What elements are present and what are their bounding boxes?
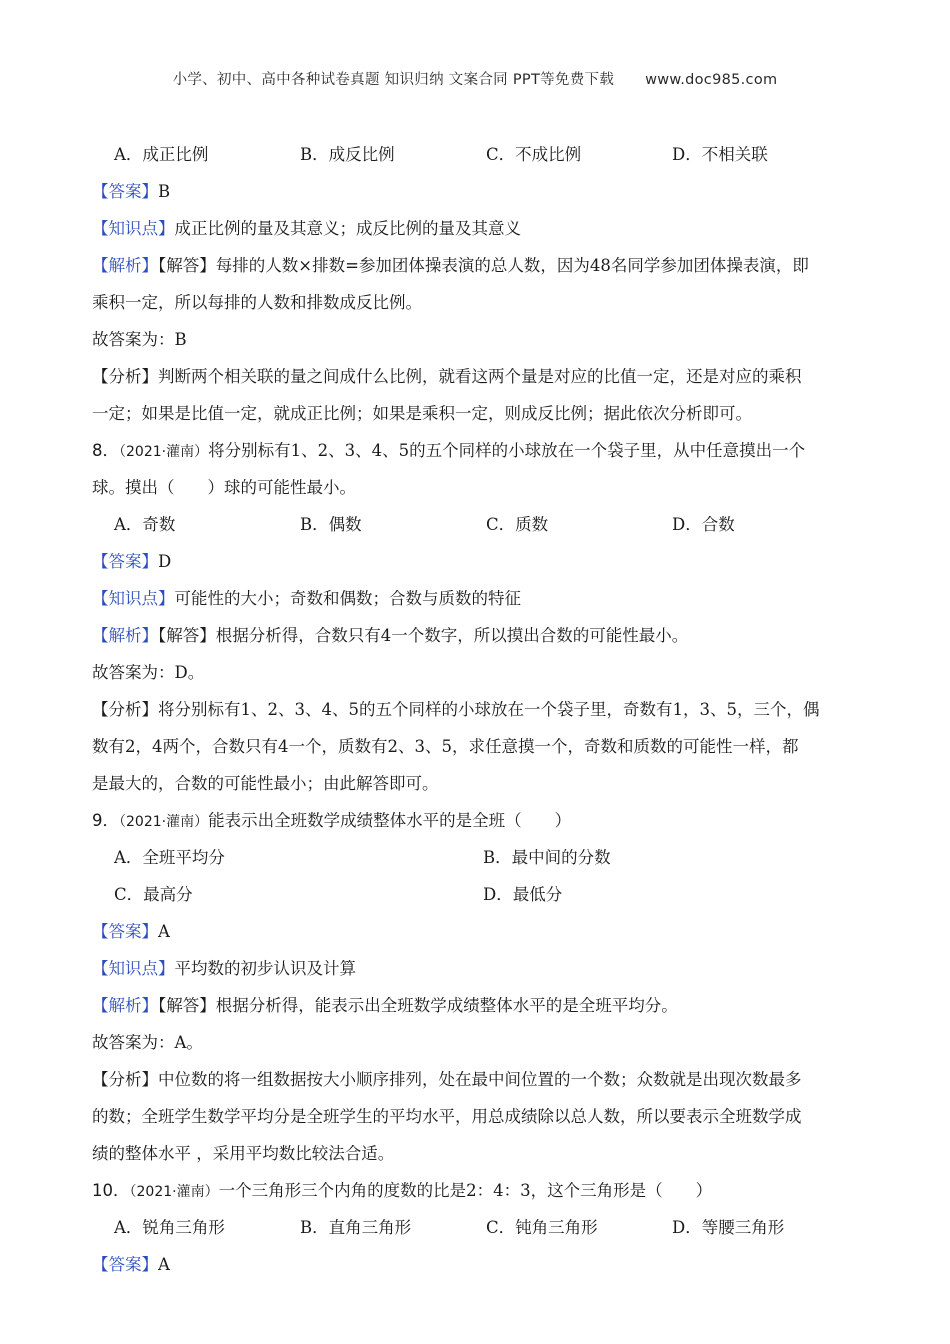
q9-analysis: 【解析】【解答】根据分析得，能表示出全班数学成绩整体水平的是全班平均分。 (92, 996, 678, 1015)
q7-knowledge: 【知识点】成正比例的量及其意义；成反比例的量及其意义 (92, 219, 521, 238)
q7-answer: 【答案】B (92, 182, 171, 201)
document-content (92, 136, 860, 1283)
q10-stem: 10．（2021·灌南）一个三角形三个内角的度数的比是2：4：3，这个三角形是（ ） (92, 1181, 713, 1200)
q7-analysis-cont: 乘积一定，所以每排的人数和排数成反比例。 (92, 293, 422, 312)
q9-options-row2 (92, 876, 860, 913)
q8-option-a: A．奇数 (114, 515, 176, 534)
q9-option-d: D．最低分 (483, 885, 563, 904)
q8-fenxi: 【分析】将分别标有1、2、3、4、5的五个同样的小球放在一个袋子里，奇数有1，3、5，三个，偶 (92, 700, 820, 719)
header-url[interactable]: www.doc985.com (645, 72, 778, 88)
q10-option-c: C．钝角三角形 (486, 1218, 598, 1237)
q9-fenxi-cont: 的数；全班学生数学平均分是全班学生的平均水平，用总成绩除以总人数，所以要表示全班数学成 (92, 1107, 802, 1126)
q8-option-c: C．质数 (486, 515, 549, 534)
q9-fenxi-cont2: 绩的整体水平 ，采用平均数比较法合适。 (92, 1144, 395, 1163)
q7-option-d: D．不相关联 (672, 145, 768, 164)
q8-analysis: 【解析】【解答】根据分析得，合数只有4一个数字，所以摸出合数的可能性最小。 (92, 626, 689, 645)
q7-option-a: A．成正比例 (114, 145, 209, 164)
q7-option-c: C．不成比例 (486, 145, 582, 164)
q7-fenxi-cont: 一定；如果是比值一定，就成正比例；如果是乘积一定，则成反比例；据此依次分析即可。 (92, 404, 752, 423)
q10-options (92, 1209, 860, 1246)
q8-options (92, 506, 860, 543)
q9-option-b: B．最中间的分数 (483, 848, 611, 867)
q8-fenxi-cont: 数有2，4两个，合数只有4一个，质数有2、3、5，求任意摸一个，奇数和质数的可能性一样，都 (92, 737, 799, 756)
q10-option-d: D．等腰三角形 (672, 1218, 785, 1237)
q8-fenxi-cont2: 是最大的，合数的可能性最小；由此解答即可。 (92, 774, 439, 793)
q9-conclusion: 故答案为：A。 (92, 1033, 203, 1052)
q8-answer: 【答案】D (92, 552, 172, 571)
q8-conclusion: 故答案为：D。 (92, 663, 205, 682)
q10-option-b: B．直角三角形 (300, 1218, 412, 1237)
q9-option-c: C．最高分 (114, 885, 193, 904)
q9-knowledge: 【知识点】平均数的初步认识及计算 (92, 959, 356, 978)
q7-options (92, 136, 860, 173)
q8-stem: 8．（2021·灌南）将分别标有1、2、3、4、5的五个同样的小球放在一个袋子里，从中任意摸出一个 (92, 441, 806, 460)
q7-analysis: 【解析】【解答】每排的人数×排数=参加团体操表演的总人数，因为48名同学参加团体操表演，即 (92, 256, 809, 275)
q9-options-row1 (92, 839, 860, 876)
q10-answer: 【答案】A (92, 1255, 170, 1274)
q7-fenxi: 【分析】判断两个相关联的量之间成什么比例，就看这两个量是对应的比值一定，还是对应的乘积 (92, 367, 802, 386)
q8-stem-cont: 球。摸出（ ）球的可能性最小。 (92, 478, 356, 497)
q9-option-a: A．全班平均分 (114, 848, 225, 867)
q8-option-d: D．合数 (672, 515, 735, 534)
q9-stem: 9．（2021·灌南）能表示出全班数学成绩整体水平的是全班（ ） (92, 811, 572, 830)
header-text: 小学、初中、高中各种试卷真题 知识归纳 文案合同 PPT等免费下载 (172, 72, 615, 88)
q7-conclusion: 故答案为：B (92, 330, 187, 349)
q10-option-a: A．锐角三角形 (114, 1218, 225, 1237)
q9-answer: 【答案】A (92, 922, 170, 941)
q7-option-b: B．成反比例 (300, 145, 395, 164)
q9-fenxi: 【分析】中位数的将一组数据按大小顺序排列，处在最中间位置的一个数；众数就是出现次数最多 (92, 1070, 802, 1089)
q8-knowledge: 【知识点】可能性的大小；奇数和偶数；合数与质数的特征 (92, 589, 521, 608)
page-header (0, 68, 950, 89)
q8-option-b: B．偶数 (300, 515, 362, 534)
